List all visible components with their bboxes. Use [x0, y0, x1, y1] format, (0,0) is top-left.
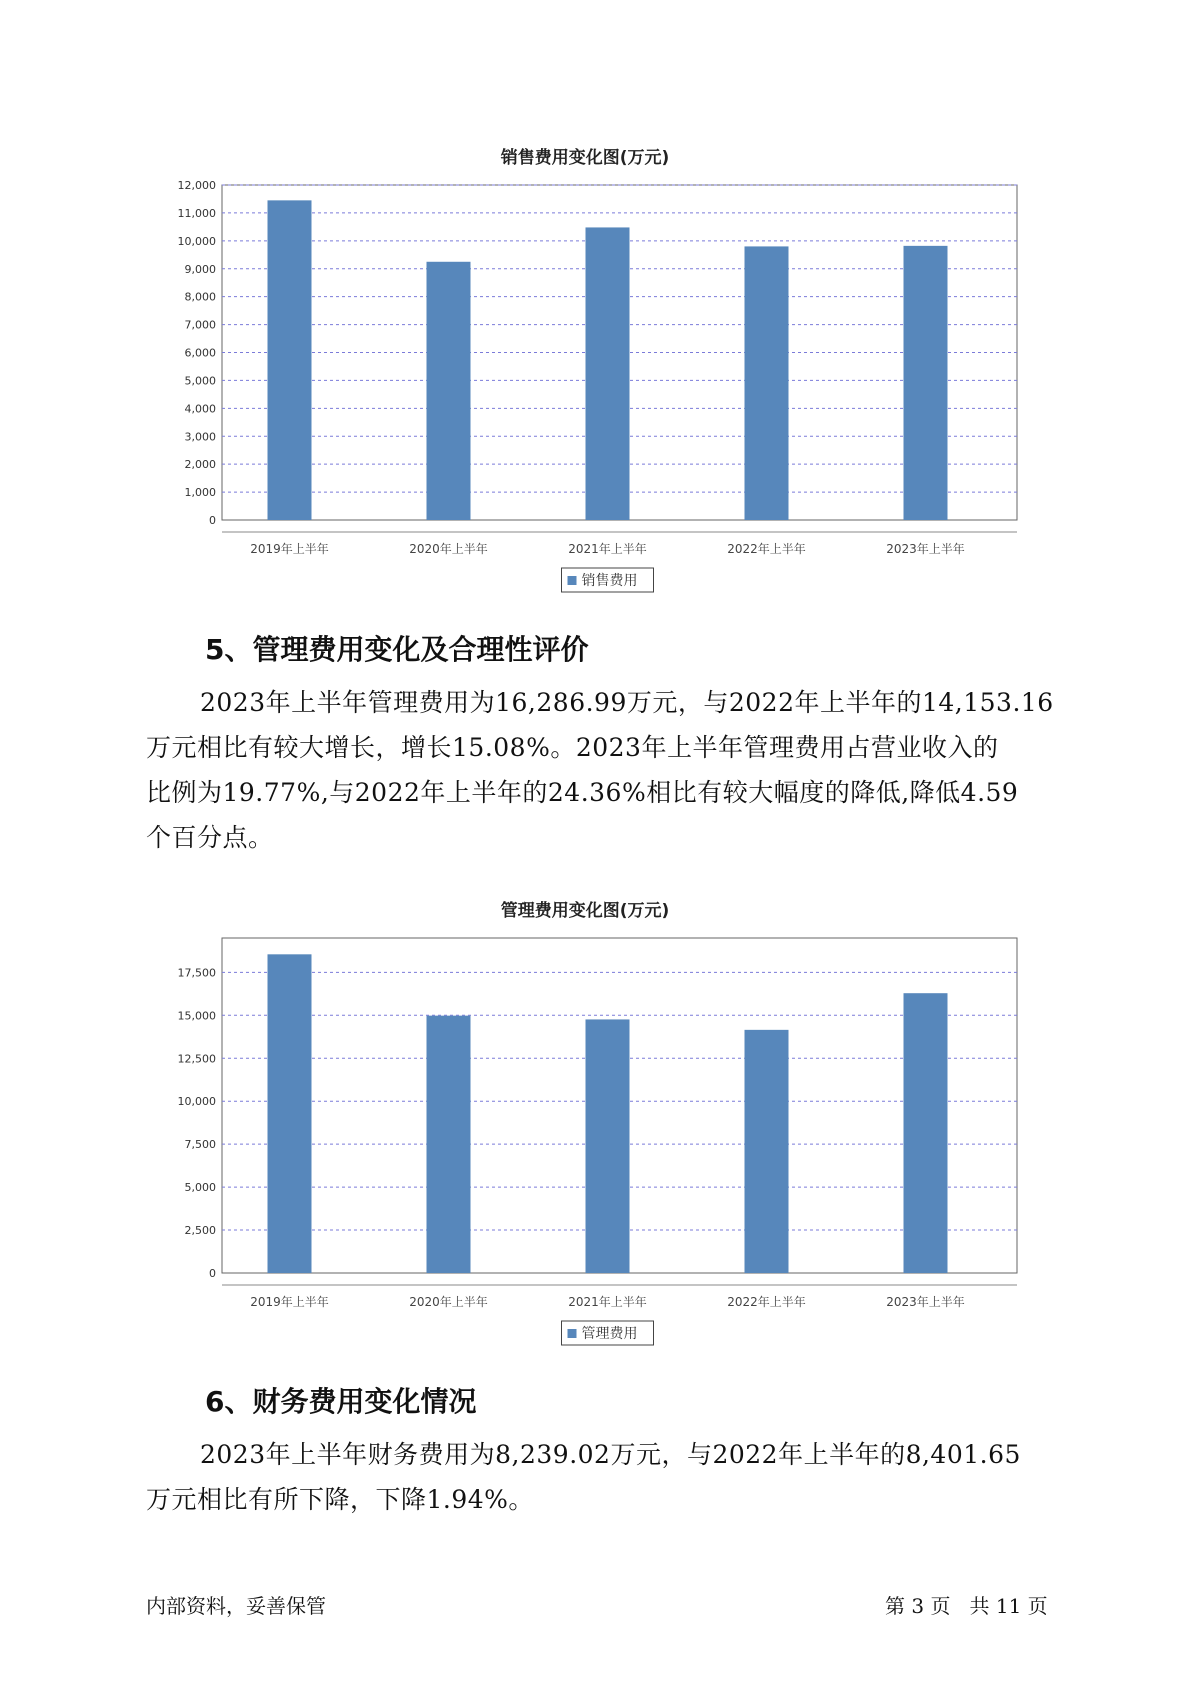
- y-tick-label: 2,500: [184, 1224, 216, 1238]
- chart-title: 销售费用变化图(万元): [500, 148, 670, 168]
- y-tick-label: 8,000: [184, 290, 216, 304]
- y-tick-label: 0: [209, 514, 216, 527]
- admin-expense-chart-svg: [150, 888, 1020, 1348]
- y-tick-label: 7,000: [184, 318, 216, 332]
- y-tick-label: 10,000: [177, 234, 216, 248]
- x-tick-label: 2022年上半年: [727, 542, 806, 556]
- y-tick-label: 12,000: [177, 179, 216, 192]
- y-tick-label: 5,000: [184, 1181, 216, 1195]
- x-tick-label: 2020年上半年: [409, 1295, 488, 1309]
- bar: [904, 246, 948, 520]
- bar: [904, 993, 948, 1273]
- x-tick-label: 2021年上半年: [568, 542, 647, 556]
- legend-swatch: [568, 1329, 577, 1338]
- chart-title: 管理费用变化图(万元): [500, 901, 670, 921]
- para-line: 2023年上半年财务费用为8,239.02万元，与2022年上半年的8,401.65: [200, 1440, 1021, 1469]
- y-tick-label: 17,500: [177, 966, 216, 980]
- sales-expense-chart-svg: [150, 135, 1020, 595]
- para-line: 个百分点。: [146, 823, 274, 852]
- sales-expense-chart: [150, 135, 1020, 595]
- x-tick-label: 2019年上半年: [250, 1295, 329, 1309]
- bar: [268, 954, 312, 1273]
- y-tick-label: 12,500: [177, 1052, 216, 1066]
- y-tick-label: 0: [209, 1267, 216, 1280]
- x-tick-label: 2020年上半年: [409, 542, 488, 556]
- y-tick-label: 5,000: [184, 374, 216, 388]
- bar: [745, 1030, 789, 1273]
- y-tick-label: 4,000: [184, 402, 216, 416]
- y-tick-label: 1,000: [184, 486, 216, 500]
- y-tick-label: 6,000: [184, 346, 216, 360]
- y-tick-label: 15,000: [177, 1009, 216, 1023]
- footer-left: 内部资料，妥善保管: [146, 1594, 326, 1618]
- legend-label: 管理费用: [581, 1326, 638, 1342]
- bar: [586, 227, 630, 520]
- y-tick-label: 10,000: [177, 1095, 216, 1109]
- bar: [268, 200, 312, 520]
- para-line: 万元相比有所下降，下降1.94%。: [146, 1485, 534, 1514]
- x-tick-label: 2022年上半年: [727, 1295, 806, 1309]
- x-tick-label: 2019年上半年: [250, 542, 329, 556]
- footer-page-number: 第 3 页 共 11 页: [885, 1594, 1048, 1618]
- y-tick-label: 9,000: [184, 262, 216, 276]
- admin-expense-chart: [150, 888, 1020, 1348]
- x-tick-label: 2023年上半年: [886, 542, 965, 556]
- bar: [427, 1016, 471, 1273]
- bar: [586, 1019, 630, 1273]
- section-5-heading: 5、管理费用变化及合理性评价: [205, 633, 589, 666]
- para-line: 万元相比有较大增长，增长15.08%。2023年上半年管理费用占营业收入的: [146, 733, 999, 762]
- y-tick-label: 3,000: [184, 430, 216, 444]
- y-tick-label: 11,000: [177, 206, 216, 220]
- para-line: 2023年上半年管理费用为16,286.99万元，与2022年上半年的14,153.16: [200, 688, 1054, 717]
- section-6-heading: 6、财务费用变化情况: [205, 1385, 477, 1418]
- x-tick-label: 2023年上半年: [886, 1295, 965, 1309]
- y-tick-label: 2,000: [184, 458, 216, 472]
- para-line: 比例为19.77%,与2022年上半年的24.36%相比有较大幅度的降低,降低4.59: [146, 778, 1019, 807]
- legend-label: 销售费用: [581, 573, 638, 589]
- legend-swatch: [568, 576, 577, 585]
- bar: [745, 246, 789, 520]
- x-tick-label: 2021年上半年: [568, 1295, 647, 1309]
- bar: [427, 262, 471, 520]
- y-tick-label: 7,500: [184, 1138, 216, 1152]
